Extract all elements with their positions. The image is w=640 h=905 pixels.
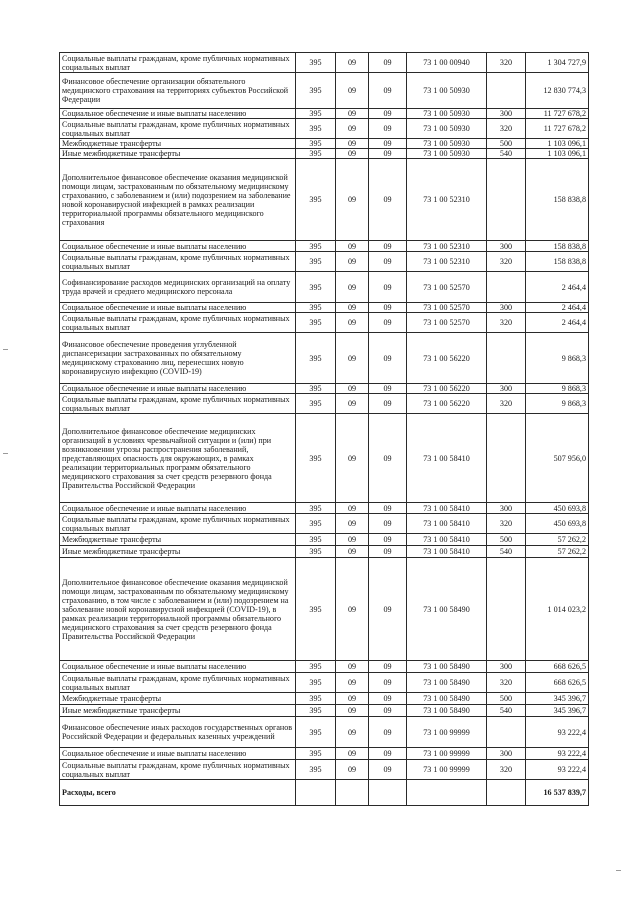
row-name: Межбюджетные трансферты bbox=[60, 693, 296, 705]
row-name: Социальное обеспечение и иные выплаты населению bbox=[60, 303, 296, 313]
row-ved: 395 bbox=[296, 717, 336, 748]
table-row bbox=[60, 673, 589, 693]
total-row bbox=[60, 780, 589, 806]
table-row bbox=[60, 149, 589, 159]
row-expense-type bbox=[487, 159, 526, 241]
table-row bbox=[60, 394, 589, 414]
table-row bbox=[60, 717, 589, 748]
row-name: Социальные выплаты гражданам, кроме публичных нормативных социальных выплат bbox=[60, 53, 296, 73]
row-section: 09 bbox=[336, 717, 369, 748]
row-subsection: 09 bbox=[369, 333, 407, 384]
table-row bbox=[60, 760, 589, 780]
row-ved: 395 bbox=[296, 546, 336, 558]
row-section: 09 bbox=[336, 673, 369, 693]
row-ved: 395 bbox=[296, 760, 336, 780]
row-target-code: 73 1 00 52310 bbox=[407, 159, 487, 241]
row-ved: 395 bbox=[296, 394, 336, 414]
row-sum: 158 838,8 bbox=[526, 241, 589, 252]
table-row bbox=[60, 272, 589, 303]
row-ved: 395 bbox=[296, 53, 336, 73]
row-sum: 158 838,8 bbox=[526, 159, 589, 241]
row-expense-type: 320 bbox=[487, 394, 526, 414]
row-target-code: 73 1 00 52570 bbox=[407, 272, 487, 303]
row-expense-type: 300 bbox=[487, 384, 526, 394]
row-target-code: 73 1 00 50930 bbox=[407, 139, 487, 149]
row-name: Финансовое обеспечение иных расходов государственных органов Российской Федерации и федеральных казенных учреждений bbox=[60, 717, 296, 748]
total-empty-cell bbox=[407, 780, 487, 806]
table-row bbox=[60, 558, 589, 661]
row-expense-type: 540 bbox=[487, 149, 526, 159]
row-target-code: 73 1 00 50930 bbox=[407, 119, 487, 139]
scan-mark bbox=[616, 870, 621, 871]
row-target-code: 73 1 00 58410 bbox=[407, 514, 487, 534]
row-section: 09 bbox=[336, 252, 369, 272]
row-subsection: 09 bbox=[369, 139, 407, 149]
row-name: Социальные выплаты гражданам, кроме публичных нормативных социальных выплат bbox=[60, 673, 296, 693]
row-sum: 1 304 727,9 bbox=[526, 53, 589, 73]
row-expense-type: 300 bbox=[487, 748, 526, 760]
row-expense-type bbox=[487, 717, 526, 748]
table-row bbox=[60, 252, 589, 272]
row-sum: 668 626,5 bbox=[526, 673, 589, 693]
row-subsection: 09 bbox=[369, 53, 407, 73]
row-target-code: 73 1 00 99999 bbox=[407, 748, 487, 760]
row-section: 09 bbox=[336, 384, 369, 394]
row-name: Социальное обеспечение и иные выплаты населению bbox=[60, 109, 296, 119]
row-section: 09 bbox=[336, 534, 369, 546]
row-sum: 93 222,4 bbox=[526, 748, 589, 760]
row-subsection: 09 bbox=[369, 717, 407, 748]
row-expense-type bbox=[487, 333, 526, 384]
row-name: Социальное обеспечение и иные выплаты населению bbox=[60, 503, 296, 514]
table-row bbox=[60, 514, 589, 534]
row-subsection: 09 bbox=[369, 149, 407, 159]
row-subsection: 09 bbox=[369, 760, 407, 780]
total-empty-cell bbox=[487, 780, 526, 806]
row-ved: 395 bbox=[296, 503, 336, 514]
row-section: 09 bbox=[336, 109, 369, 119]
row-ved: 395 bbox=[296, 514, 336, 534]
row-target-code: 73 1 00 56220 bbox=[407, 394, 487, 414]
table-row bbox=[60, 159, 589, 241]
row-section: 09 bbox=[336, 760, 369, 780]
row-section: 09 bbox=[336, 119, 369, 139]
row-target-code: 73 1 00 00940 bbox=[407, 53, 487, 73]
row-target-code: 73 1 00 58410 bbox=[407, 414, 487, 503]
row-ved: 395 bbox=[296, 139, 336, 149]
row-section: 09 bbox=[336, 748, 369, 760]
row-name: Дополнительное финансовое обеспечение медицинских организаций в условиях чрезвычайной ситуации и (или) при возникновении угрозы распространения заболеваний, представляющих опасность для окружающих, в рамках реализации территориальных программ обязательного медицинского страхования за счет средств резервного фонда Правительства Российской Федерации bbox=[60, 414, 296, 503]
table-row bbox=[60, 534, 589, 546]
row-ved: 395 bbox=[296, 313, 336, 333]
row-target-code: 73 1 00 56220 bbox=[407, 384, 487, 394]
row-section: 09 bbox=[336, 546, 369, 558]
row-target-code: 73 1 00 99999 bbox=[407, 717, 487, 748]
row-sum: 12 830 774,3 bbox=[526, 73, 589, 109]
row-sum: 668 626,5 bbox=[526, 661, 589, 673]
row-subsection: 09 bbox=[369, 748, 407, 760]
row-subsection: 09 bbox=[369, 73, 407, 109]
row-subsection: 09 bbox=[369, 693, 407, 705]
row-expense-type: 320 bbox=[487, 514, 526, 534]
row-subsection: 09 bbox=[369, 546, 407, 558]
row-subsection: 09 bbox=[369, 534, 407, 546]
row-section: 09 bbox=[336, 514, 369, 534]
row-sum: 93 222,4 bbox=[526, 760, 589, 780]
row-section: 09 bbox=[336, 149, 369, 159]
scan-mark bbox=[3, 453, 8, 454]
table-row bbox=[60, 546, 589, 558]
total-label: Расходы, всего bbox=[60, 780, 296, 806]
row-ved: 395 bbox=[296, 109, 336, 119]
row-section: 09 bbox=[336, 159, 369, 241]
row-name: Социальные выплаты гражданам, кроме публичных нормативных социальных выплат bbox=[60, 252, 296, 272]
table-row bbox=[60, 53, 589, 73]
total-empty-cell bbox=[296, 780, 336, 806]
row-subsection: 09 bbox=[369, 514, 407, 534]
row-sum: 507 956,0 bbox=[526, 414, 589, 503]
table-row bbox=[60, 333, 589, 384]
row-sum: 2 464,4 bbox=[526, 313, 589, 333]
row-name: Межбюджетные трансферты bbox=[60, 139, 296, 149]
row-expense-type: 300 bbox=[487, 303, 526, 313]
row-section: 09 bbox=[336, 503, 369, 514]
row-sum: 2 464,4 bbox=[526, 303, 589, 313]
row-sum: 11 727 678,2 bbox=[526, 109, 589, 119]
scan-mark bbox=[3, 349, 8, 350]
row-name: Финансовое обеспечение организации обязательного медицинского страхования на территориях субъектов Российской Федерации bbox=[60, 73, 296, 109]
row-target-code: 73 1 00 52570 bbox=[407, 303, 487, 313]
row-sum: 345 396,7 bbox=[526, 693, 589, 705]
row-target-code: 73 1 00 58490 bbox=[407, 661, 487, 673]
row-expense-type bbox=[487, 272, 526, 303]
row-target-code: 73 1 00 58410 bbox=[407, 503, 487, 514]
row-target-code: 73 1 00 58410 bbox=[407, 534, 487, 546]
row-subsection: 09 bbox=[369, 272, 407, 303]
row-sum: 9 868,3 bbox=[526, 333, 589, 384]
row-expense-type: 300 bbox=[487, 109, 526, 119]
row-expense-type: 320 bbox=[487, 313, 526, 333]
row-ved: 395 bbox=[296, 534, 336, 546]
row-sum: 450 693,8 bbox=[526, 503, 589, 514]
row-name: Дополнительное финансовое обеспечение оказания медицинской помощи лицам, застрахованным по обязательному медицинскому страхованию, с заболеванием и (или) подозрением на заболевание новой коронавирусной инфекцией в рамках реализации территориальной программы обязательного медицинского страхования bbox=[60, 159, 296, 241]
row-subsection: 09 bbox=[369, 159, 407, 241]
row-name: Иные межбюджетные трансферты bbox=[60, 705, 296, 717]
table-row bbox=[60, 693, 589, 705]
row-name: Социальное обеспечение и иные выплаты населению bbox=[60, 384, 296, 394]
table-row bbox=[60, 414, 589, 503]
row-expense-type bbox=[487, 558, 526, 661]
row-name: Межбюджетные трансферты bbox=[60, 534, 296, 546]
row-sum: 11 727 678,2 bbox=[526, 119, 589, 139]
row-subsection: 09 bbox=[369, 558, 407, 661]
row-sum: 9 868,3 bbox=[526, 394, 589, 414]
row-name: Социальные выплаты гражданам, кроме публичных нормативных социальных выплат bbox=[60, 313, 296, 333]
row-subsection: 09 bbox=[369, 241, 407, 252]
row-sum: 158 838,8 bbox=[526, 252, 589, 272]
row-name: Социальное обеспечение и иные выплаты населению bbox=[60, 241, 296, 252]
row-section: 09 bbox=[336, 558, 369, 661]
row-subsection: 09 bbox=[369, 109, 407, 119]
row-target-code: 73 1 00 58490 bbox=[407, 558, 487, 661]
row-target-code: 73 1 00 50930 bbox=[407, 109, 487, 119]
row-section: 09 bbox=[336, 693, 369, 705]
row-target-code: 73 1 00 58490 bbox=[407, 705, 487, 717]
table-row bbox=[60, 119, 589, 139]
row-sum: 1 103 096,1 bbox=[526, 149, 589, 159]
row-target-code: 73 1 00 50930 bbox=[407, 149, 487, 159]
row-expense-type: 320 bbox=[487, 119, 526, 139]
row-ved: 395 bbox=[296, 333, 336, 384]
table-row bbox=[60, 313, 589, 333]
row-ved: 395 bbox=[296, 303, 336, 313]
row-name: Иные межбюджетные трансферты bbox=[60, 149, 296, 159]
row-section: 09 bbox=[336, 661, 369, 673]
total-empty-cell bbox=[369, 780, 407, 806]
row-sum: 57 262,2 bbox=[526, 546, 589, 558]
row-expense-type: 540 bbox=[487, 705, 526, 717]
row-ved: 395 bbox=[296, 705, 336, 717]
row-ved: 395 bbox=[296, 673, 336, 693]
table-row bbox=[60, 384, 589, 394]
row-expense-type: 300 bbox=[487, 503, 526, 514]
table-row bbox=[60, 503, 589, 514]
row-target-code: 73 1 00 99999 bbox=[407, 760, 487, 780]
row-sum: 2 464,4 bbox=[526, 272, 589, 303]
row-subsection: 09 bbox=[369, 303, 407, 313]
row-ved: 395 bbox=[296, 252, 336, 272]
row-subsection: 09 bbox=[369, 414, 407, 503]
row-ved: 395 bbox=[296, 384, 336, 394]
row-subsection: 09 bbox=[369, 313, 407, 333]
row-subsection: 09 bbox=[369, 119, 407, 139]
row-name: Дополнительное финансовое обеспечение оказания медицинской помощи лицам, застрахованным по обязательному медицинскому страхованию, в том числе с заболеванием и (или) подозрением на заболевание новой коронавирусной инфекцией (COVID-19), в рамках реализации территориальной программы обязательного медицинского страхования за счет средств резервного фонда Правительства Российской Федерации bbox=[60, 558, 296, 661]
row-section: 09 bbox=[336, 313, 369, 333]
row-expense-type bbox=[487, 414, 526, 503]
row-sum: 1 103 096,1 bbox=[526, 139, 589, 149]
row-ved: 395 bbox=[296, 558, 336, 661]
row-name: Социальные выплаты гражданам, кроме публичных нормативных социальных выплат bbox=[60, 514, 296, 534]
row-subsection: 09 bbox=[369, 394, 407, 414]
row-ved: 395 bbox=[296, 661, 336, 673]
row-section: 09 bbox=[336, 139, 369, 149]
row-ved: 395 bbox=[296, 149, 336, 159]
row-target-code: 73 1 00 50930 bbox=[407, 73, 487, 109]
total-empty-cell bbox=[336, 780, 369, 806]
row-subsection: 09 bbox=[369, 673, 407, 693]
row-name: Иные межбюджетные трансферты bbox=[60, 546, 296, 558]
row-section: 09 bbox=[336, 73, 369, 109]
row-sum: 9 868,3 bbox=[526, 384, 589, 394]
row-subsection: 09 bbox=[369, 661, 407, 673]
row-expense-type: 500 bbox=[487, 693, 526, 705]
row-expense-type: 320 bbox=[487, 252, 526, 272]
row-subsection: 09 bbox=[369, 503, 407, 514]
row-ved: 395 bbox=[296, 241, 336, 252]
table-row bbox=[60, 139, 589, 149]
row-expense-type bbox=[487, 73, 526, 109]
row-ved: 395 bbox=[296, 73, 336, 109]
row-ved: 395 bbox=[296, 414, 336, 503]
row-target-code: 73 1 00 58410 bbox=[407, 546, 487, 558]
row-ved: 395 bbox=[296, 272, 336, 303]
row-section: 09 bbox=[336, 333, 369, 384]
row-target-code: 73 1 00 52310 bbox=[407, 252, 487, 272]
table-row bbox=[60, 705, 589, 717]
table-row bbox=[60, 661, 589, 673]
table-row bbox=[60, 303, 589, 313]
row-sum: 57 262,2 bbox=[526, 534, 589, 546]
row-ved: 395 bbox=[296, 159, 336, 241]
row-section: 09 bbox=[336, 414, 369, 503]
row-section: 09 bbox=[336, 303, 369, 313]
row-ved: 395 bbox=[296, 693, 336, 705]
row-name: Социальное обеспечение и иные выплаты населению bbox=[60, 661, 296, 673]
row-target-code: 73 1 00 56220 bbox=[407, 333, 487, 384]
row-expense-type: 540 bbox=[487, 546, 526, 558]
table-body bbox=[60, 53, 589, 780]
row-name: Социальные выплаты гражданам, кроме публичных нормативных социальных выплат bbox=[60, 760, 296, 780]
row-sum: 345 396,7 bbox=[526, 705, 589, 717]
row-ved: 395 bbox=[296, 119, 336, 139]
row-sum: 450 693,8 bbox=[526, 514, 589, 534]
row-subsection: 09 bbox=[369, 705, 407, 717]
table-row bbox=[60, 73, 589, 109]
row-name: Финансовое обеспечение проведения углубленной диспансеризации застрахованных по обязательному медицинскому страхованию лиц, перенесших новую коронавирусную инфекцию (COVID-19) bbox=[60, 333, 296, 384]
row-target-code: 73 1 00 58490 bbox=[407, 673, 487, 693]
table-row bbox=[60, 748, 589, 760]
expenditure-table bbox=[59, 52, 589, 806]
row-expense-type: 320 bbox=[487, 760, 526, 780]
row-expense-type: 300 bbox=[487, 241, 526, 252]
total-sum: 16 537 839,7 bbox=[526, 780, 589, 806]
row-sum: 1 014 023,2 bbox=[526, 558, 589, 661]
row-section: 09 bbox=[336, 53, 369, 73]
table-row bbox=[60, 241, 589, 252]
row-expense-type: 320 bbox=[487, 673, 526, 693]
row-target-code: 73 1 00 52310 bbox=[407, 241, 487, 252]
row-section: 09 bbox=[336, 394, 369, 414]
row-target-code: 73 1 00 58490 bbox=[407, 693, 487, 705]
row-name: Социальные выплаты гражданам, кроме публичных нормативных социальных выплат bbox=[60, 394, 296, 414]
row-target-code: 73 1 00 52570 bbox=[407, 313, 487, 333]
row-section: 09 bbox=[336, 272, 369, 303]
row-expense-type: 320 bbox=[487, 53, 526, 73]
row-subsection: 09 bbox=[369, 384, 407, 394]
row-expense-type: 500 bbox=[487, 139, 526, 149]
table-row bbox=[60, 109, 589, 119]
row-section: 09 bbox=[336, 705, 369, 717]
row-expense-type: 500 bbox=[487, 534, 526, 546]
row-expense-type: 300 bbox=[487, 661, 526, 673]
row-name: Софинансирование расходов медицинских организаций на оплату труда врачей и среднего медицинского персонала bbox=[60, 272, 296, 303]
row-name: Социальное обеспечение и иные выплаты населению bbox=[60, 748, 296, 760]
row-sum: 93 222,4 bbox=[526, 717, 589, 748]
row-ved: 395 bbox=[296, 748, 336, 760]
row-name: Социальные выплаты гражданам, кроме публичных нормативных социальных выплат bbox=[60, 119, 296, 139]
row-subsection: 09 bbox=[369, 252, 407, 272]
row-section: 09 bbox=[336, 241, 369, 252]
